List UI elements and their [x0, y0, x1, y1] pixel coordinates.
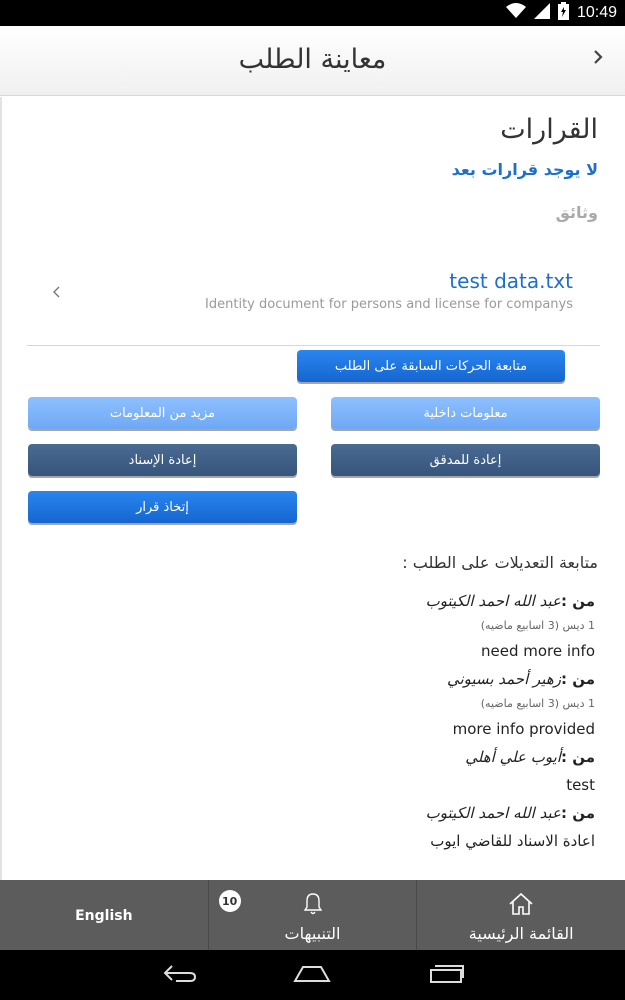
notifications-tab[interactable] — [209, 880, 418, 950]
bell-icon — [303, 892, 323, 920]
from-label: من : — [560, 804, 595, 822]
decisions-title: القرارات — [500, 114, 598, 145]
document-item[interactable] — [27, 259, 600, 315]
back-button[interactable] — [585, 44, 611, 74]
log-time: 1 ديس (3 اسابيع ماضيه) — [480, 697, 595, 710]
log-from — [195, 743, 595, 771]
notifications-label: التنبيهات — [284, 924, 341, 943]
wifi-icon — [506, 3, 526, 23]
tracking-title: متابعة التعديلات على الطلب : — [402, 553, 598, 572]
log-entry — [195, 587, 595, 665]
no-decisions-text: لا يوجد قرارات بعد — [451, 160, 598, 179]
divider — [27, 345, 600, 346]
language-label: English — [75, 908, 133, 924]
from-name: زهير أحمد بسيوني — [446, 670, 561, 688]
chevron-left-icon[interactable] — [53, 283, 65, 297]
language-tab[interactable] — [0, 880, 209, 950]
signal-icon — [534, 3, 550, 23]
page-title: معاينة الطلب — [238, 44, 387, 75]
bottom-nav — [0, 880, 625, 950]
documents-label: وثائق — [555, 203, 598, 222]
system-home-button[interactable] — [292, 963, 332, 989]
log-entry — [195, 743, 595, 799]
take-decision-button[interactable]: إتخاذ قرار — [28, 491, 297, 523]
from-label: من : — [560, 592, 595, 610]
from-name: عبد الله احمد الكيتوب — [425, 592, 561, 610]
log-from — [195, 665, 595, 693]
home-outline-icon — [293, 964, 331, 988]
system-nav-bar — [0, 950, 625, 1000]
system-back-button[interactable] — [160, 963, 200, 989]
back-arrow-icon — [162, 964, 198, 988]
request-content — [0, 97, 625, 880]
return-to-auditor-button[interactable]: إعادة للمدقق — [331, 444, 600, 476]
log-message: test — [566, 776, 595, 794]
track-previous-button[interactable]: متابعة الحركات السابقة على الطلب — [297, 350, 565, 382]
internal-info-button[interactable]: معلومات داخلية — [331, 397, 600, 429]
log-from — [195, 587, 595, 615]
status-icons — [506, 3, 617, 23]
from-name: أيوب علي أهلي — [465, 748, 561, 766]
from-label: من : — [560, 670, 595, 688]
status-bar — [0, 0, 625, 26]
home-icon — [508, 892, 534, 920]
battery-icon — [558, 2, 569, 24]
home-tab[interactable] — [417, 880, 625, 950]
log-entry — [195, 799, 595, 855]
app-header — [0, 26, 625, 96]
from-name: عبد الله احمد الكيتوب — [425, 804, 561, 822]
document-name[interactable]: test data.txt — [449, 269, 573, 293]
recents-icon — [429, 964, 465, 988]
tracking-log — [195, 587, 595, 855]
log-time: 1 ديس (3 اسابيع ماضيه) — [480, 619, 595, 632]
log-entry — [195, 665, 595, 743]
system-recents-button[interactable] — [427, 963, 467, 989]
notifications-badge: 10 — [219, 890, 241, 912]
home-label: القائمة الرئيسية — [468, 924, 574, 943]
document-description: Identity document for persons and license for companys — [205, 297, 573, 312]
log-message: need more info — [480, 642, 595, 660]
log-from — [195, 799, 595, 827]
log-message: اعادة الاسناد للقاضي ايوب — [430, 832, 595, 850]
more-info-button[interactable]: مزيد من المعلومات — [28, 397, 297, 429]
reassign-button[interactable]: إعادة الإسناد — [28, 444, 297, 476]
from-label: من : — [560, 748, 595, 766]
status-time: 10:49 — [576, 4, 617, 21]
log-message: more info provided — [452, 720, 595, 738]
chevron-right-icon — [593, 49, 603, 69]
